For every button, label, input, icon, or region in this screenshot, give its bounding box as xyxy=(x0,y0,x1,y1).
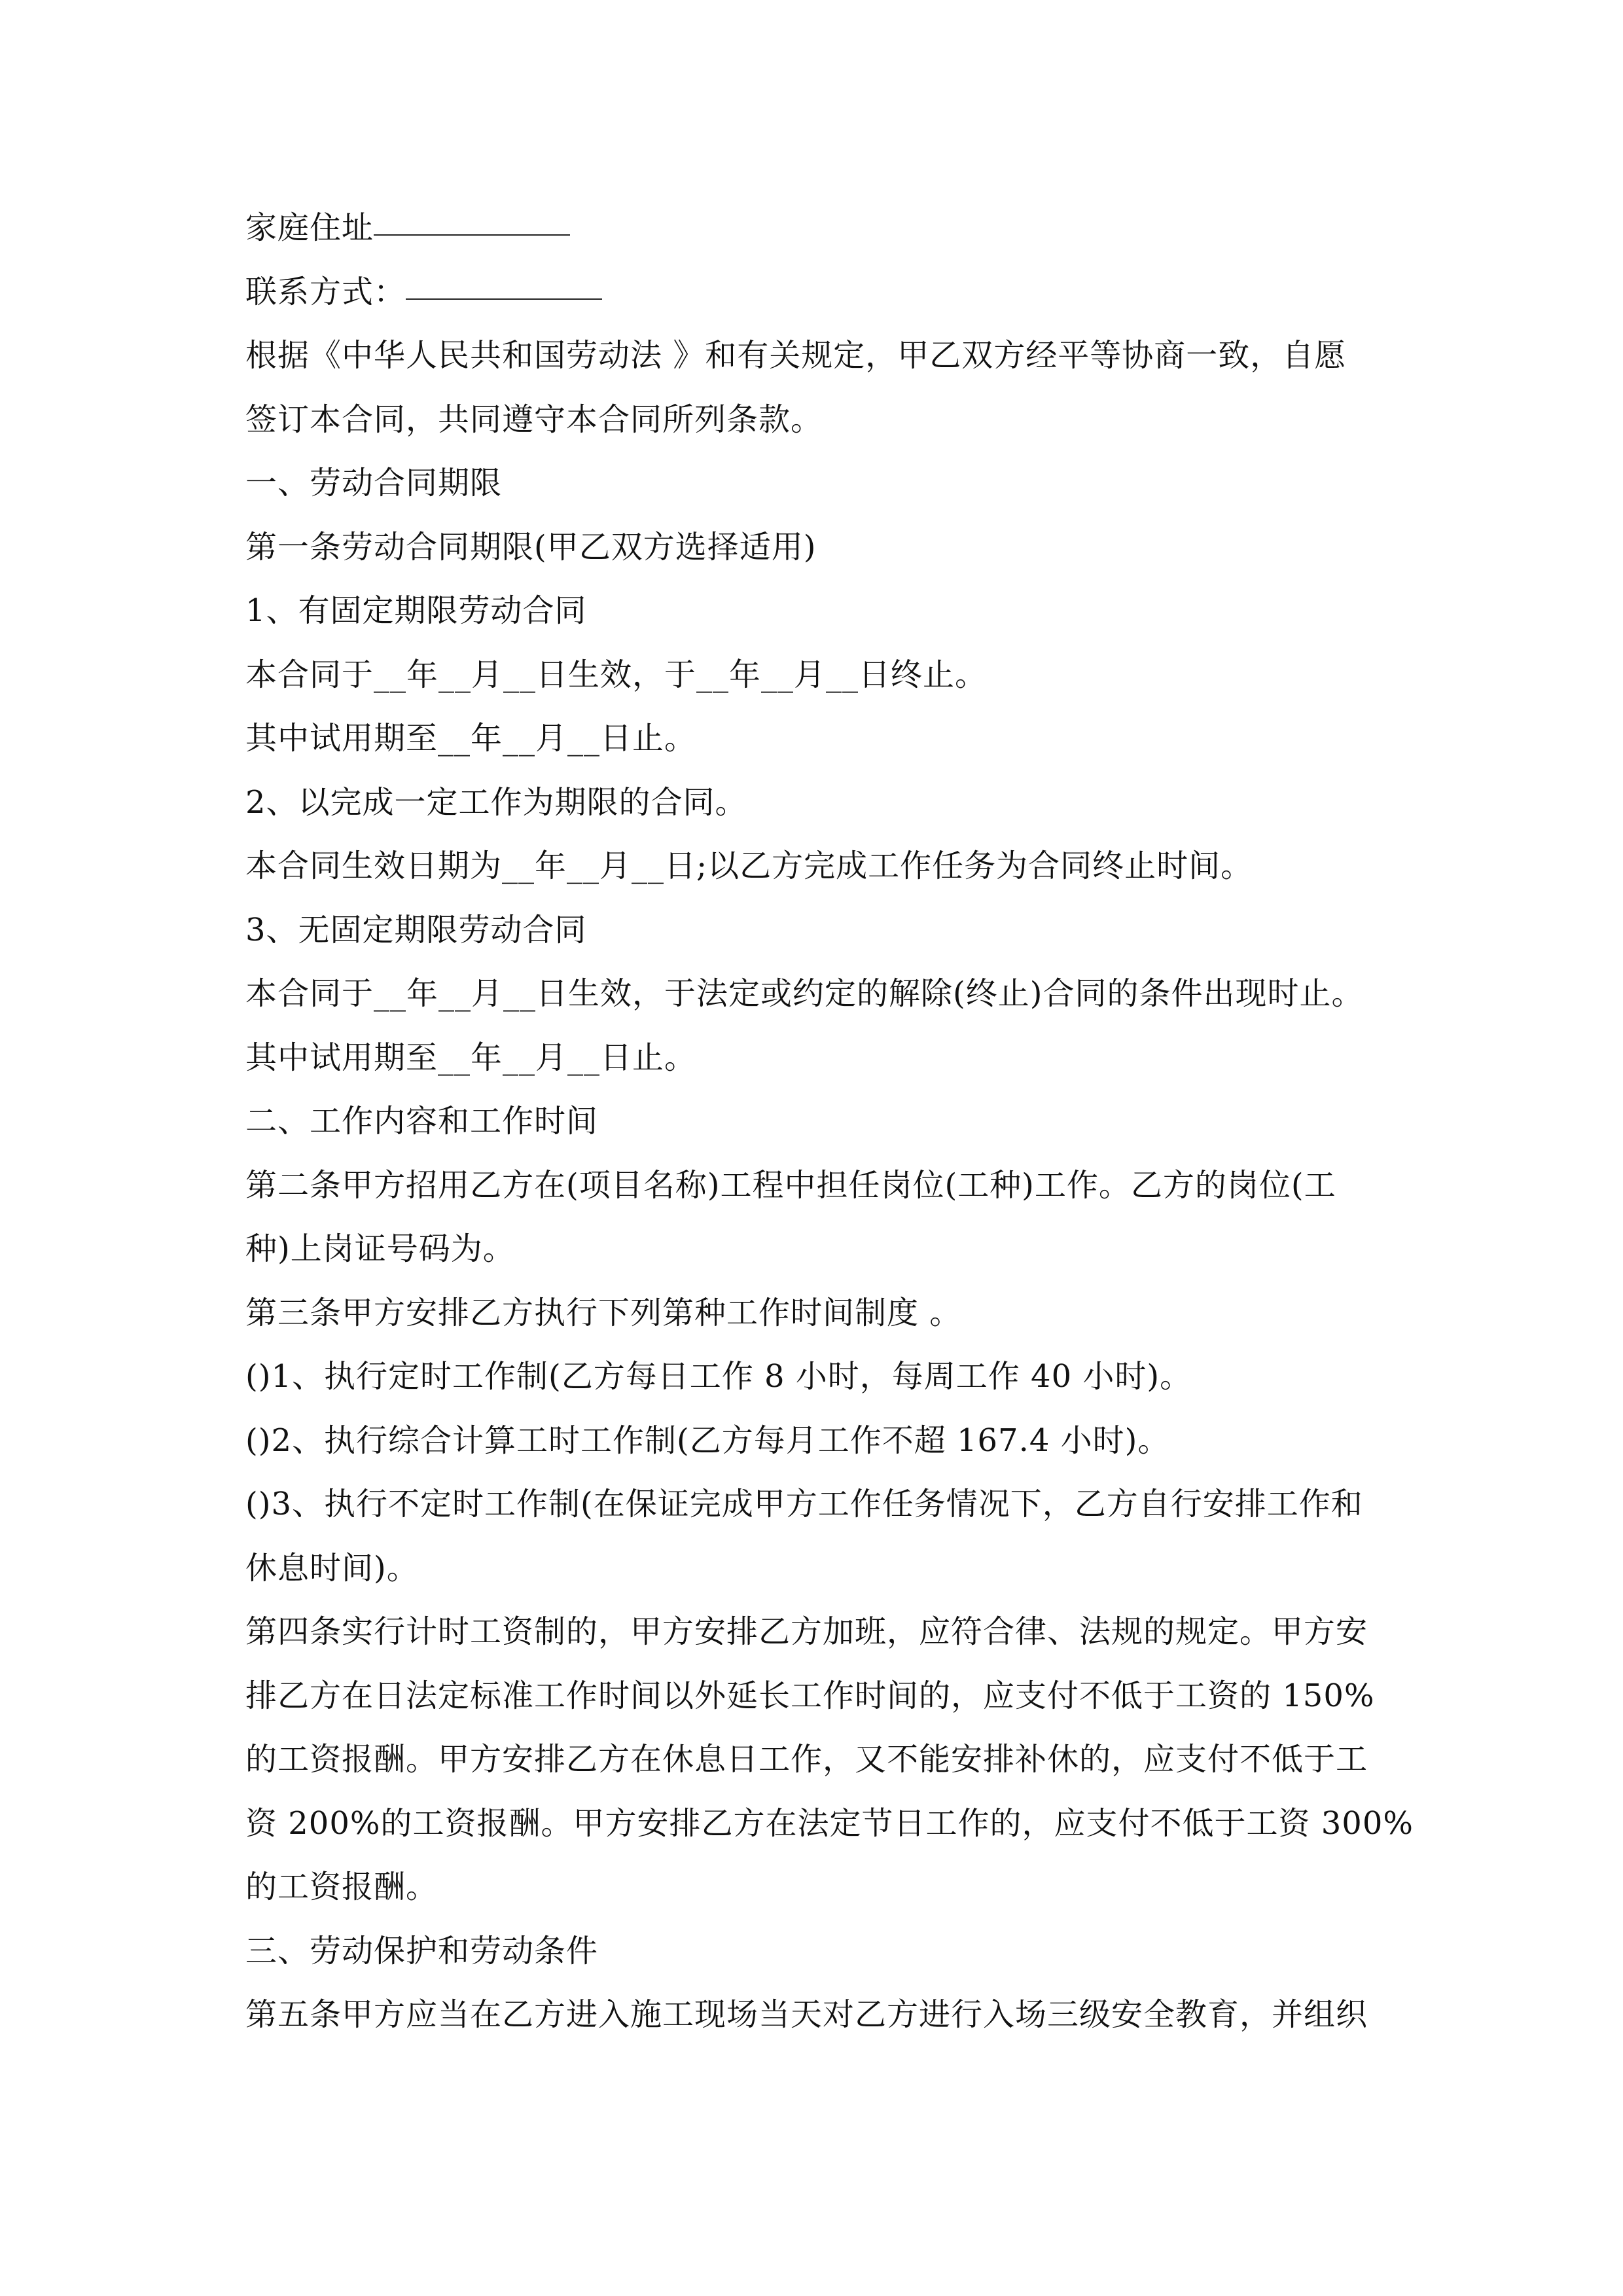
paragraph-line: 签订本合同，共同遵守本合同所列条款。 xyxy=(245,401,823,438)
address-label: 家庭住址 xyxy=(245,209,374,246)
paragraph-line: 休息时间)。 xyxy=(245,1549,419,1587)
paragraph-line: 第二条甲方招用乙方在(项目名称)工程中担任岗位(工种)工作。乙方的岗位(工 xyxy=(245,1166,1336,1204)
paragraph-line: 资 200%的工资报酬。甲方安排乙方在法定节日工作的，应支付不低于工资 300% xyxy=(245,1804,1414,1842)
paragraph-line: 根据《中华人民共和国劳动法 》和有关规定，甲乙双方经平等协商一致，自愿 xyxy=(245,337,1347,374)
paragraph-line: 第五条甲方应当在乙方进入施工现场当天对乙方进行入场三级安全教育，并组织 xyxy=(245,1996,1368,2033)
contact-line xyxy=(245,260,1391,325)
section-heading: 一、劳动合同期限 xyxy=(245,465,503,501)
section-heading: 三、劳动保护和劳动条件 xyxy=(245,1932,599,1969)
option-line: ()1、执行定时工作制(乙方每日工作 8 小时，每周工作 40 小时)。 xyxy=(245,1358,1192,1395)
contact-label: 联系方式： xyxy=(245,273,406,310)
contract-body xyxy=(245,196,1414,2047)
clause-heading: 3、无固定期限劳动合同 xyxy=(245,911,587,948)
paragraph-line: 的工资报酬。甲方安排乙方在休息日工作，又不能安排补休的，应支付不低于工 xyxy=(245,1741,1368,1778)
clause-heading: 1、有固定期限劳动合同 xyxy=(245,592,587,629)
paragraph-line: 本合同于__年__月__日生效，于__年__月__日终止。 xyxy=(245,656,988,693)
option-line: ()3、执行不定时工作制(在保证完成甲方工作任务情况下，乙方自行安排工作和 xyxy=(245,1486,1363,1522)
address-line xyxy=(245,196,1391,260)
paragraph-line: 第四条实行计时工资制的，甲方安排乙方加班，应符合律、法规的规定。甲方安 xyxy=(245,1613,1368,1650)
paragraph-line: 其中试用期至__年__月__日止。 xyxy=(245,1039,697,1076)
paragraph-line: 的工资报酬。 xyxy=(245,1869,438,1905)
article-heading: 第一条劳动合同期限(甲乙双方选择适用) xyxy=(245,528,817,565)
paragraph-line: 本合同生效日期为__年__月__日;以乙方完成工作任务为合同终止时间。 xyxy=(245,848,1253,884)
paragraph-line: 本合同于__年__月__日生效，于法定或约定的解除(终止)合同的条件出现时止。 xyxy=(245,975,1364,1012)
paragraph-line: 种)上岗证号码为。 xyxy=(245,1230,515,1267)
paragraph-line: 其中试用期至__年__月__日止。 xyxy=(245,720,697,757)
paragraph-line: 第三条甲方安排乙方执行下列第种工作时间制度 。 xyxy=(245,1294,962,1331)
paragraph-line: 排乙方在日法定标准工作时间以外延长工作时间的，应支付不低于工资的 150% xyxy=(245,1677,1375,1714)
contact-blank xyxy=(406,260,602,300)
section-heading: 二、工作内容和工作时间 xyxy=(245,1103,599,1139)
clause-heading: 2、以完成一定工作为期限的合同。 xyxy=(245,783,747,821)
address-blank xyxy=(374,196,570,236)
option-line: ()2、执行综合计算工时工作制(乙方每月工作不超 167.4 小时)。 xyxy=(245,1422,1170,1459)
